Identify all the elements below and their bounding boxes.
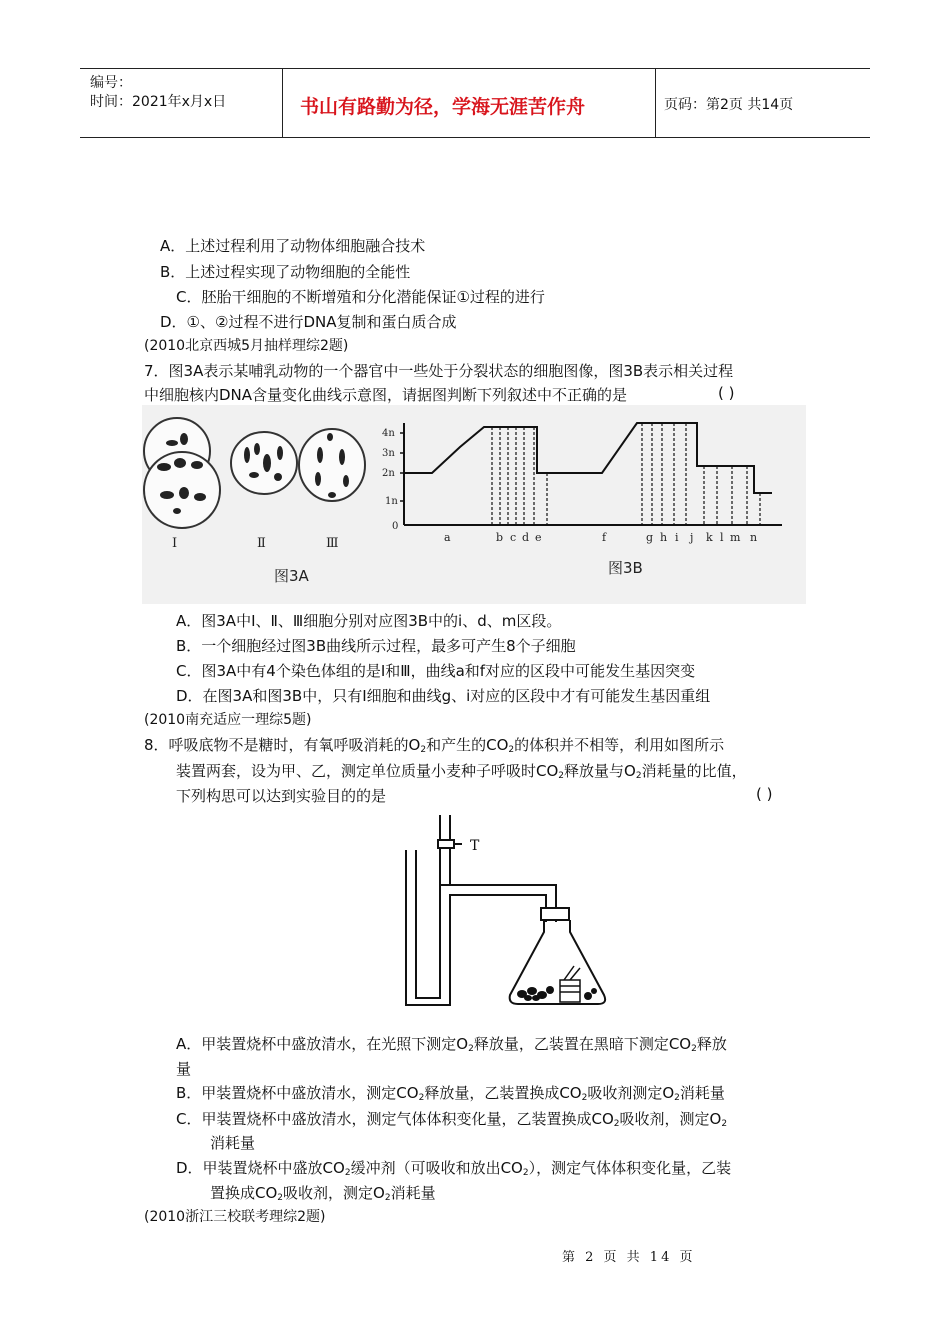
x-label-m: m [730, 531, 741, 544]
q8-option-d-line1: D．甲装置烧杯中盛放$CO_2$缓冲剂（可吸收和放出$CO_2$），测定气体体积变化量，乙装 [176, 1159, 732, 1178]
q7-stem-line2: 中细胞核内DNA含量变化曲线示意图，请据图判断下列叙述中不正确的是 [144, 386, 628, 404]
q8-option-a-line2: 量 [176, 1060, 192, 1078]
figure-3a-3b [142, 405, 806, 604]
q8-option-b: B．甲装置烧杯中盛放清水，测定$CO_2$释放量，乙装置换成$CO_2$吸收剂测定$O_2$消耗量 [176, 1084, 725, 1103]
q6-option-d: D．①、②过程不进行DNA复制和蛋白质合成 [160, 313, 457, 331]
header-divider [655, 69, 656, 137]
x-label-l: l [720, 531, 724, 544]
q6-option-b: B．上述过程实现了动物细胞的全能性 [160, 263, 411, 281]
y-tick-0: 0 [392, 521, 399, 532]
page-footer: 第 2 页 共 14 页 [562, 1250, 696, 1265]
y-tick-4n: 4n [382, 428, 395, 439]
x-label-f: f [602, 531, 607, 544]
q8-stem-line3: 下列构思可以达到实验目的的是 [176, 787, 387, 805]
respiration-apparatus [398, 810, 628, 1020]
q8-stem-line2: 装置两套，设为甲、乙，测定单位质量小麦种子呼吸时$CO_2$释放量与$O_2$消耗量的比值， [176, 762, 747, 781]
q8-answer-paren: ( ) [756, 785, 773, 803]
q6-option-a: A．上述过程利用了动物体细胞融合技术 [160, 237, 426, 255]
header-motto: 书山有路勤为径，学海无涯苦作舟 [300, 96, 586, 118]
header-date-label: 时间：2021年x月x日 [90, 94, 227, 110]
manometer-tube-inner [416, 850, 556, 998]
x-label-j: j [690, 531, 694, 544]
q8-stem-line1: 8．呼吸底物不是糖时，有氧呼吸消耗的$O_2$和产生的$CO_2$的体积并不相等，利用如图所示 [144, 736, 725, 755]
header-page-info: 页码：第2页 共14页 [664, 97, 794, 113]
x-label-k: k [706, 531, 713, 544]
x-label-g: g [646, 531, 654, 544]
y-tick-1n: 1n [385, 496, 398, 507]
x-label-e: e [535, 531, 542, 544]
flask-stopper [541, 908, 569, 920]
q8-option-d-line2: 置换成$CO_2$吸收剂，测定$O_2$消耗量 [210, 1184, 436, 1203]
beaker-in-flask [560, 966, 580, 1002]
header-number-label: 编号： [90, 75, 132, 91]
q8-source: (2010浙江三校联考理综2题) [144, 1209, 326, 1225]
x-label-d: d [522, 531, 530, 544]
q7-option-d: D．在图3A和图3B中，只有Ⅰ细胞和曲线g、i对应的区段中才有可能发生基因重组 [176, 687, 711, 705]
valve-label: T [470, 838, 480, 854]
figure-3a-label: 图3A [274, 567, 309, 585]
q8-option-c-line2: 消耗量 [210, 1134, 256, 1152]
q7-option-a: A．图3A中Ⅰ、Ⅱ、Ⅲ细胞分别对应图3B中的i、d、m区段。 [176, 612, 562, 630]
manometer-tube [406, 850, 546, 1005]
valve-t [438, 840, 454, 848]
x-label-n: n [750, 531, 758, 544]
figure-3b-label: 图3B [608, 559, 643, 577]
y-tick-3n: 3n [382, 448, 395, 459]
q7-option-b: B．一个细胞经过图3B曲线所示过程，最多可产生8个子细胞 [176, 637, 576, 655]
q7-option-c: C．图3A中有4个染色体组的是Ⅰ和Ⅲ，曲线a和f对应的区段中可能发生基因突变 [176, 662, 696, 680]
y-tick-2n: 2n [382, 468, 395, 479]
x-label-b: b [496, 531, 504, 544]
q6-source: (2010北京西城5月抽样理综2题) [144, 338, 349, 354]
q7-stem-line1: 7．图3A表示某哺乳动物的一个器官中一些处于分裂状态的细胞图像，图3B表示相关过程 [144, 362, 734, 380]
x-label-a: a [444, 531, 451, 544]
q8-option-c-line1: C．甲装置烧杯中盛放清水，测定气体体积变化量，乙装置换成$CO_2$吸收剂，测定$O_2$ [176, 1110, 728, 1129]
seeds [517, 986, 597, 1001]
cell-label-ii: Ⅱ [257, 536, 266, 551]
cell-label-i: Ⅰ [172, 536, 178, 551]
q6-option-c: C．胚胎干细胞的不断增殖和分化潜能保证①过程的进行 [176, 288, 545, 306]
x-label-i: i [675, 531, 679, 544]
q8-option-a-line1: A．甲装置烧杯中盛放清水，在光照下测定$O_2$释放量，乙装置在黑暗下测定$CO_2$释放 [176, 1035, 727, 1054]
x-label-h: h [660, 531, 668, 544]
x-label-c: c [510, 531, 517, 544]
q7-source: (2010南充适应一理综5题) [144, 712, 312, 728]
cell-label-iii: Ⅲ [326, 536, 339, 551]
header-divider [282, 69, 283, 137]
q7-answer-paren: ( ) [718, 384, 735, 402]
